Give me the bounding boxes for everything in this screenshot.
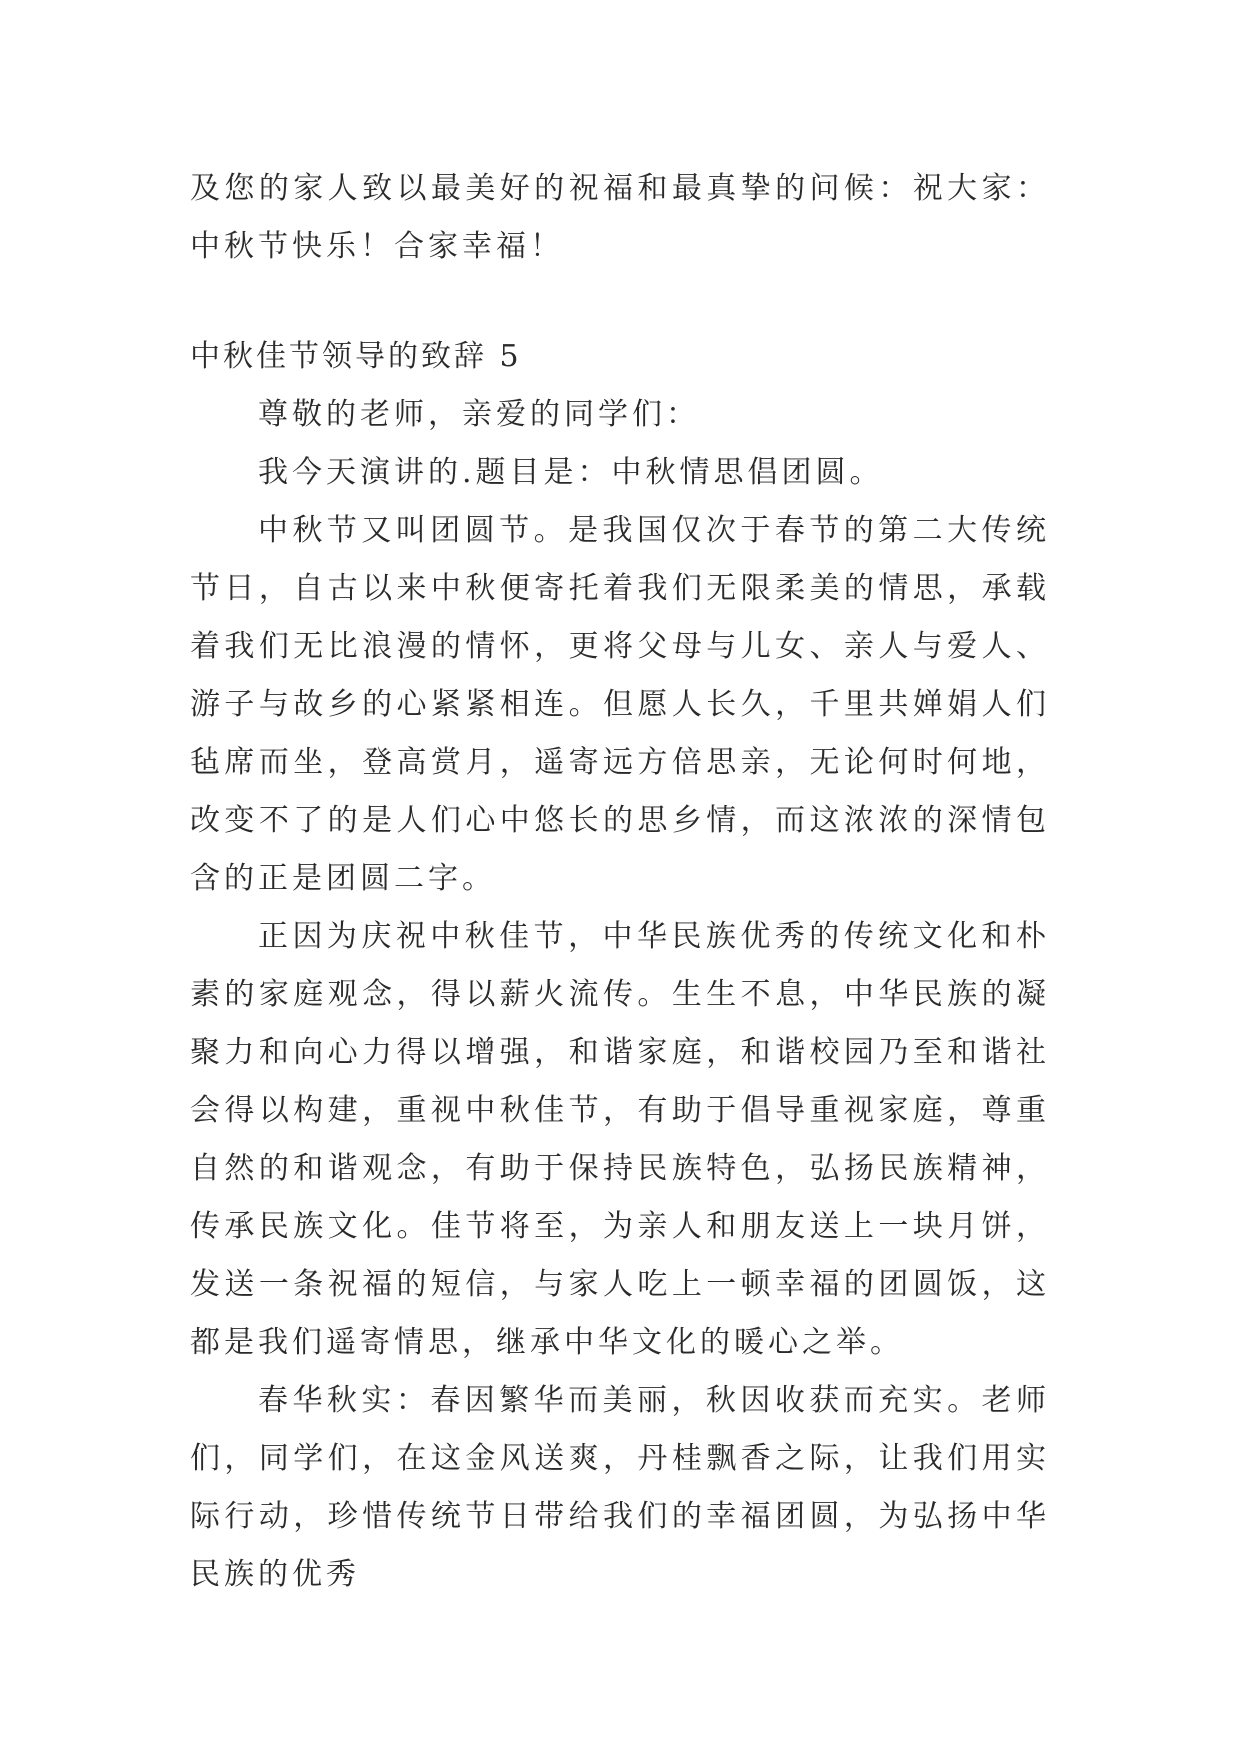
continuation-paragraph: 及您的家人致以最美好的祝福和最真挚的问候：祝大家：中秋节快乐！合家幸福！ [190, 171, 1050, 264]
paragraph-mid-autumn-meaning: 中秋节又叫团圆节。是我国仅次于春节的第二大传统节日，自古以来中秋便寄托着我们无限柔美的情思，承载着我们无比浪漫的情怀，更将父母与儿女、亲人与爱人、游子与故乡的心紧紧相连。但愿人长久，千里共婵娟人们毡席而坐，登高赏月，遥寄远方倍思亲，无论何时何地，改变不了的是人们心中悠长的思乡情，而这浓浓的深情包含的正是团圆二字。 [190, 513, 1050, 896]
document-body [190, 160, 1050, 1604]
salutation: 尊敬的老师，亲爱的同学们： [258, 397, 700, 432]
paragraph-topic: 我今天演讲的.题目是：中秋情思倡团圆。 [258, 455, 884, 490]
section-heading: 中秋佳节领导的致辞 5 [190, 339, 522, 374]
section-spacer [190, 276, 1050, 328]
paragraph-closing: 春华秋实：春因繁华而美丽，秋因收获而充实。老师们，同学们，在这金风送爽，丹桂飘香之际，让我们用实际行动，珍惜传统节日带给我们的幸福团圆，为弘扬中华民族的优秀 [190, 1383, 1050, 1592]
paragraph-tradition: 正因为庆祝中秋佳节，中华民族优秀的传统文化和朴素的家庭观念，得以薪火流传。生生不息，中华民族的凝聚力和向心力得以增强，和谐家庭，和谐校园乃至和谐社会得以构建，重视中秋佳节，有助于倡导重视家庭，尊重自然的和谐观念，有助于保持民族特色，弘扬民族精神，传承民族文化。佳节将至，为亲人和朋友送上一块月饼，发送一条祝福的短信，与家人吃上一顿幸福的团圆饭，这都是我们遥寄情思，继承中华文化的暖心之举。 [190, 919, 1050, 1360]
